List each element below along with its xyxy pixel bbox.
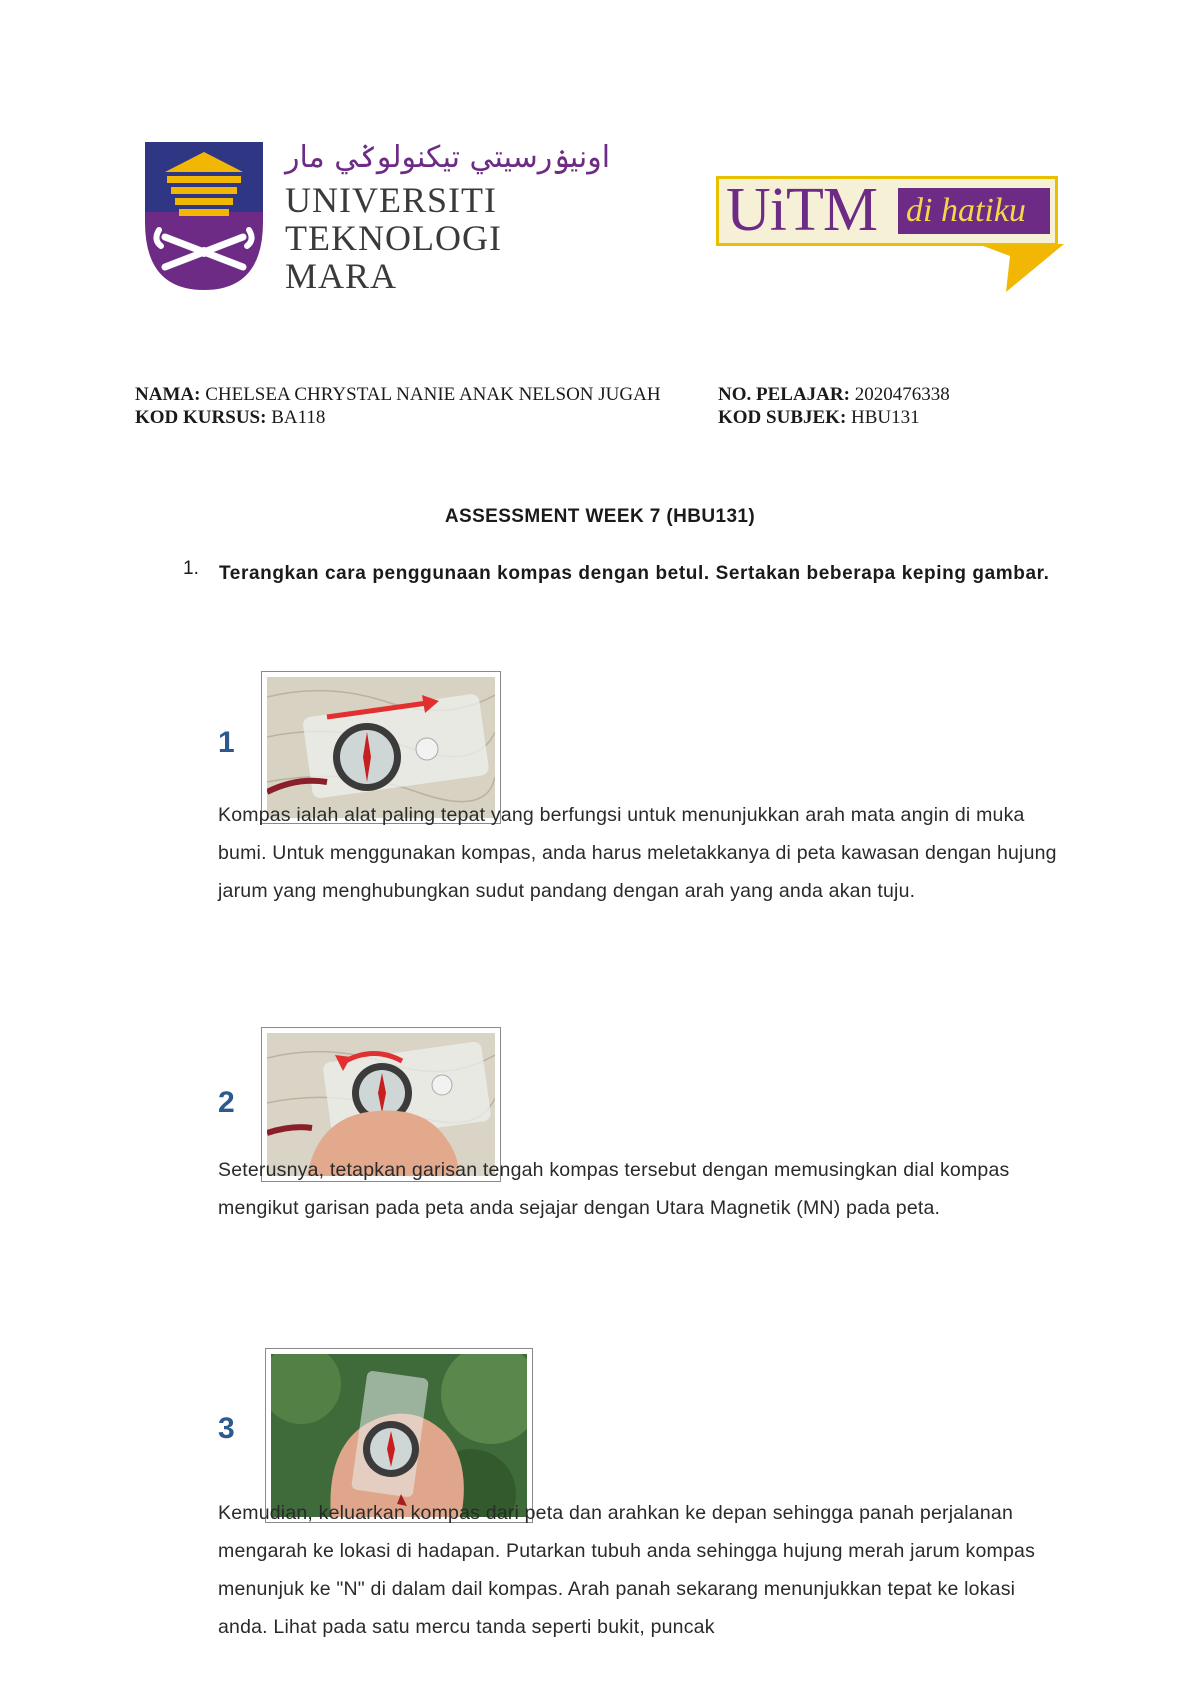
assessment-title: ASSESSMENT WEEK 7 (HBU131) [444,506,756,527]
jawi-logo-text: اونيۏرسيتي تيکنولوݢي مار [285,140,611,175]
step-2-paragraph: Seterusnya, tetapkan garisan tengah kompas tersebut dengan memusingkan dial kompas mengikut garisan pada peta anda sejajar dengan Utara Magnetik (MN) pada peta. [218,1159,1010,1219]
uitm-logo [145,140,611,300]
logo-line-universiti: UNIVERSITI [285,180,497,220]
step-2-number: 2 [218,1086,235,1119]
course-label: KOD KURSUS: [135,407,267,428]
step-3-number: 3 [218,1412,235,1445]
step-3-paragraph: Kemudian, keluarkan kompas dari peta dan arahkan ke depan sehingga panah perjalanan mengarah ke lokasi di hadapan. Putarkan tubuh anda sehingga hujung merah jarum kompas menunjuk ke "N" di dalam dail kompas. Arah panah sekarang menunjukkan tepat ke lokasi anda. Lihat pada satu mercu tanda seperti bukit, puncak [218,1502,1036,1638]
subject-label: KOD SUBJEK: [718,407,847,428]
compass-in-hand-image [271,1354,527,1517]
step-1-paragraph: Kompas ialah alat paling tepat yang berfungsi untuk menunjukkan arah mata angin di muka bumi. Untuk menggunakan kompas, anda harus meletakkanya di peta kawasan dengan hujung jarum yang menghubungkan sudut pandang dengan arah yang anda akan tuju. [218,804,1057,902]
logo-line-teknologi: TEKNOLOGI [285,218,502,258]
course-code-row [135,406,325,429]
uitm-di-hatiku-badge [716,176,1064,290]
badge-main-text: UiTM [726,176,877,244]
student-number-row [718,383,950,406]
question-number: 1. [183,558,199,579]
uitm-shield-icon [145,142,263,290]
course-value: BA118 [271,407,326,428]
student-name-row [135,383,661,406]
subject-code-row [718,406,920,429]
question-text: Terangkan cara penggunaan kompas dengan betul. Sertakan beberapa keping gambar. [219,563,1050,584]
subject-value: HBU131 [851,407,920,428]
step-1-number: 1 [218,726,235,759]
badge-sub-text: di hatiku [906,192,1026,229]
student-no-label: NO. PELAJAR: [718,384,850,405]
logo-line-mara: MARA [285,256,398,296]
name-value: CHELSEA CHRYSTAL NANIE ANAK NELSON JUGAH [205,384,661,405]
name-label: NAMA: [135,384,201,405]
student-no-value: 2020476338 [854,384,950,405]
